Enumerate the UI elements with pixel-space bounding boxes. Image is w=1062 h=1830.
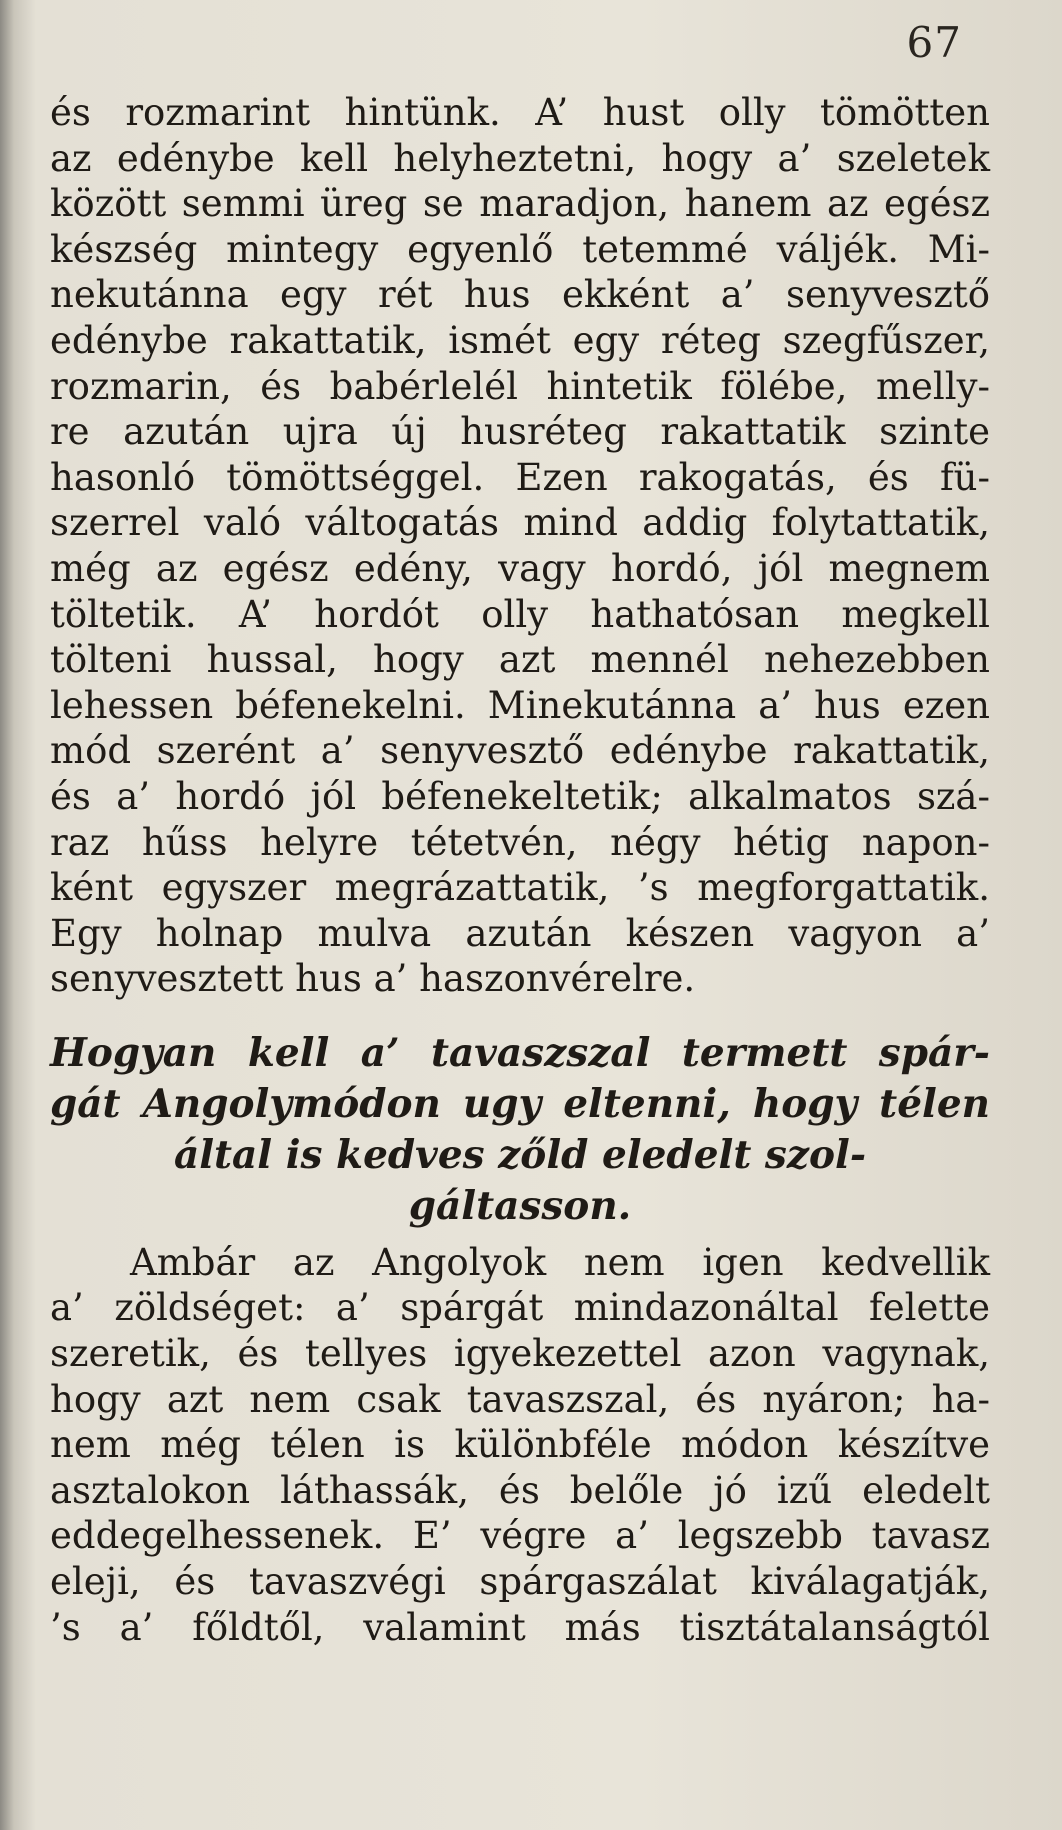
text-line: még az egész edény, vagy hordó, jól megnem (50, 546, 990, 590)
text-line: re azután ujra új husréteg rakattatik szinte (50, 410, 990, 454)
text-line: készség mintegy egyenlő tetemmé váljék. Mi- (50, 227, 990, 271)
text-line: asztalokon láthassák, és belőle jó izű eledelt (50, 1468, 990, 1512)
text-line: rozmarin, és babérlelél hintetik fölébe, melly- (50, 364, 990, 408)
text-line: között semmi üreg se maradjon, hanem az egész (50, 182, 990, 226)
text-line: ként egyszer megrázattatik, ’s megforgattatik. (50, 866, 990, 910)
text-line: hogy azt nem csak tavaszszal, és nyáron; ha- (50, 1377, 990, 1421)
text-line: Ambár az Angolyok nem igen kedvellik (130, 1240, 990, 1284)
text-line: edénybe rakattatik, ismét egy réteg szegfűszer, (50, 318, 990, 362)
text-line: nekutánna egy rét hus ekként a’ senyvesztő (50, 273, 990, 317)
text-line: tölteni hussal, hogy azt mennél nehezebben (50, 638, 990, 682)
heading-line: Hogyan kell a’ tavaszszal termett spár- (50, 1029, 990, 1076)
text-line: ’s a’ főldtől, valamint más tisztátalanságtól (50, 1605, 990, 1649)
section-heading (50, 1028, 990, 1232)
text-line: hasonló tömöttséggel. Ezen rakogatás, és fü- (50, 455, 990, 499)
text-line: eddegelhessenek. E’ végre a’ legszebb tavasz (50, 1514, 990, 1558)
page-body (50, 90, 990, 1650)
text-line: az edénybe kell helyheztetni, hogy a’ szeletek (50, 136, 990, 180)
text-line: nem még télen is különbféle módon készítve (50, 1423, 990, 1467)
text-line: és a’ hordó jól béfenekeltetik; alkalmatos szá- (50, 774, 990, 818)
heading-line: gáltasson. (408, 1182, 632, 1229)
page-number: 67 (906, 18, 962, 67)
paragraph-meat-preservation (50, 90, 990, 1002)
heading-line: gát Angolymódon ugy eltenni, hogy télen (50, 1080, 990, 1127)
heading-line: által is kedves zőld eledelt szol- (173, 1131, 867, 1178)
text-line: és rozmarint hintünk. A’ hust olly tömötten (50, 91, 990, 134)
text-line: töltetik. A’ hordót olly hathatósan megkell (50, 592, 990, 636)
text-line: szeretik, és tellyes igyekezettel azon vagynak, (50, 1332, 990, 1376)
text-line: senyvesztett hus a’ haszonvérelre. (50, 957, 696, 1001)
paragraph-asparagus (50, 1240, 990, 1650)
text-line: eleji, és tavaszvégi spárgaszálat kiválagatják, (50, 1560, 990, 1604)
text-line: raz hűss helyre tétetvén, négy hétig napon- (50, 820, 990, 864)
text-line: szerrel való váltogatás mind addig folytattatik, (50, 501, 990, 545)
text-line: lehessen béfenekelni. Minekutánna a’ hus ezen (50, 683, 990, 727)
text-line: mód szerént a’ senyvesztő edénybe rakattatik, (50, 729, 990, 773)
text-line: a’ zöldséget: a’ spárgát mindazonáltal felette (50, 1286, 990, 1330)
text-line: Egy holnap mulva azután készen vagyon a’ (50, 911, 990, 955)
